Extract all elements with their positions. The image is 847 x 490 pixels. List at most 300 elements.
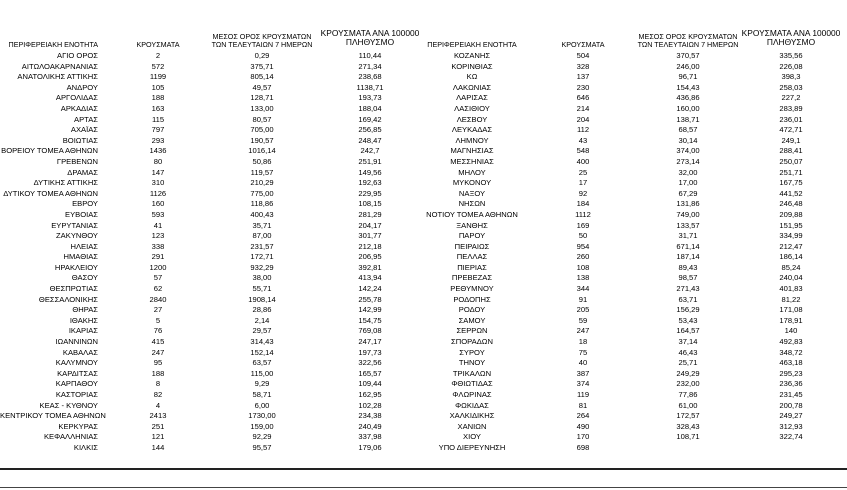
avg-7day-left: 38,00 — [252, 273, 272, 283]
avg-7day-left: 6,00 — [254, 400, 270, 410]
region-name-left: ΚΕΝΤΡΙΚΟΥ ΤΟΜΕΑ ΑΘΗΝΩΝ — [0, 411, 106, 421]
cases-left: 572 — [151, 61, 165, 71]
region-name-right: ΤΡΙΚΑΛΩΝ — [452, 368, 492, 378]
per100k-right: 178,91 — [779, 315, 803, 325]
avg-7day-right: 46,43 — [678, 347, 698, 357]
avg-7day-right: 246,00 — [676, 61, 700, 71]
avg-7day-right: 61,00 — [678, 400, 698, 410]
region-name-left: ΒΟΡΕΙΟΥ ΤΟΜΕΑ ΑΘΗΝΩΝ — [1, 146, 98, 156]
per100k-left: 238,68 — [358, 72, 382, 82]
table-row — [0, 422, 847, 433]
per100k-left: 162,95 — [358, 390, 382, 399]
cases-left: 593 — [151, 209, 165, 219]
per100k-left: 212,18 — [358, 241, 382, 251]
cases-left: 338 — [151, 241, 165, 251]
region-name-right: ΡΟΔΟΥ — [458, 305, 486, 315]
cases-right: 17 — [578, 178, 588, 188]
avg-7day-left: 400,43 — [250, 209, 274, 219]
table-row — [0, 199, 847, 210]
per100k-left: 204,17 — [358, 220, 382, 230]
per100k-left: 234,38 — [358, 411, 382, 421]
cases-right: 214 — [576, 103, 590, 113]
per100k-left: 240,49 — [358, 421, 382, 431]
region-name-right: ΡΕΘΥΜΝΟΥ — [450, 284, 494, 294]
header-cases-right: ΚΡΟΥΣΜΑΤΑ — [561, 40, 605, 49]
region-name-left: ΚΑΡΠΑΘΟΥ — [55, 379, 98, 389]
cases-right: 75 — [578, 347, 588, 357]
per100k-right: 151,95 — [779, 220, 803, 230]
table-row — [0, 326, 847, 337]
table-row — [0, 146, 847, 157]
table-row — [0, 178, 847, 189]
per100k-left: 149,56 — [358, 167, 382, 177]
avg-7day-left: 705,00 — [250, 125, 274, 135]
cases-left: 62 — [153, 284, 163, 294]
per100k-left: 256,85 — [358, 125, 382, 135]
region-name-right: ΣΕΡΡΩΝ — [456, 326, 488, 336]
region-name-left: ΚΕΑΣ - ΚΥΘΝΟΥ — [39, 400, 98, 410]
region-name-left: ΚΑΒΑΛΑΣ — [62, 347, 98, 357]
avg-7day-right: 63,71 — [678, 294, 698, 304]
table-row — [0, 348, 847, 359]
cases-right: 59 — [578, 315, 588, 325]
region-name-left: ΓΡΕΒΕΝΩΝ — [56, 156, 98, 166]
region-name-left: ΔΡΑΜΑΣ — [67, 167, 98, 177]
region-name-left: ΘΗΡΑΣ — [72, 305, 98, 315]
region-name-left: ΑΝΑΤΟΛΙΚΗΣ ΑΤΤΙΚΗΣ — [17, 72, 98, 82]
per100k-left: 229,95 — [358, 188, 382, 198]
per100k-right: 226,08 — [779, 61, 803, 71]
avg-7day-right: 89,43 — [678, 262, 698, 272]
cases-left: 76 — [153, 326, 163, 336]
cases-left: 147 — [151, 167, 165, 177]
table-row — [0, 369, 847, 380]
per100k-right: 200,78 — [779, 400, 803, 410]
table-row — [0, 157, 847, 168]
avg-7day-left: 932,29 — [250, 262, 274, 272]
region-name-right: ΛΕΥΚΑΔΑΣ — [451, 125, 493, 135]
avg-7day-right: 67,29 — [678, 188, 698, 198]
avg-7day-right: 374,00 — [676, 146, 700, 156]
region-name-right: ΠΙΕΡΙΑΣ — [457, 262, 487, 272]
avg-7day-left: 775,00 — [250, 188, 274, 198]
cases-left: 310 — [151, 178, 165, 188]
table-row — [0, 432, 847, 443]
table-row — [0, 115, 847, 126]
region-name-right: ΣΠΟΡΑΔΩΝ — [451, 337, 493, 347]
cases-right: 108 — [576, 262, 590, 272]
region-name-right: ΧΑΝΙΩΝ — [457, 421, 487, 431]
per100k-right: 249,1 — [781, 135, 801, 145]
avg-7day-left: 80,57 — [252, 114, 272, 124]
per100k-right: 167,75 — [779, 178, 803, 188]
cases-right: 204 — [576, 114, 590, 124]
avg-7day-right: 96,71 — [678, 72, 698, 82]
per100k-left: 322,56 — [358, 358, 382, 368]
table-row — [0, 358, 847, 369]
per100k-right: 249,27 — [779, 411, 803, 421]
region-name-right: ΥΠΟ ΔΙΕΡΕΥΝΗΣΗ — [438, 442, 506, 452]
per100k-left: 192,63 — [358, 178, 382, 188]
header-avg-right — [632, 33, 744, 49]
cases-right: 264 — [576, 411, 590, 421]
region-name-right: ΛΑΡΙΣΑΣ — [456, 93, 488, 103]
avg-7day-right: 154,43 — [676, 82, 700, 92]
avg-7day-left: 49,57 — [252, 82, 272, 92]
avg-7day-left: 314,43 — [250, 337, 274, 347]
cases-left: 27 — [153, 305, 163, 315]
table-row — [0, 104, 847, 115]
per100k-left: 193,73 — [358, 93, 382, 103]
per100k-left: 255,78 — [358, 294, 382, 304]
avg-7day-right: 30,14 — [678, 135, 698, 145]
avg-7day-left: 0,29 — [254, 51, 270, 60]
region-name-right: ΞΑΝΘΗΣ — [456, 220, 488, 230]
cases-left: 80 — [153, 156, 163, 166]
cases-left: 41 — [153, 220, 163, 230]
table-row — [0, 62, 847, 73]
avg-7day-right: 271,43 — [676, 284, 700, 294]
avg-7day-left: 375,71 — [250, 61, 274, 71]
header-per100k-right — [734, 29, 847, 47]
cases-right: 137 — [576, 72, 590, 82]
table-row — [0, 316, 847, 327]
per100k-right: 140 — [784, 326, 798, 336]
per100k-right: 209,88 — [779, 209, 803, 219]
avg-7day-right: 108,71 — [676, 432, 700, 442]
avg-7day-left: 152,14 — [250, 347, 274, 357]
table-row — [0, 305, 847, 316]
region-name-right: ΣΥΡΟΥ — [459, 347, 485, 357]
per100k-right: 231,45 — [779, 390, 803, 399]
region-name-right: ΛΕΣΒΟΥ — [456, 114, 488, 124]
avg-7day-left: 231,57 — [250, 241, 274, 251]
cases-left: 82 — [153, 390, 163, 399]
region-name-right: ΠΕΙΡΑΙΩΣ — [454, 241, 490, 251]
cases-left: 188 — [151, 93, 165, 103]
avg-7day-left: 210,29 — [250, 178, 274, 188]
avg-7day-left: 172,71 — [250, 252, 274, 262]
per100k-left: 142,99 — [358, 305, 382, 315]
avg-7day-right: 53,43 — [678, 315, 698, 325]
cases-right: 40 — [578, 358, 588, 368]
per100k-right: 312,93 — [779, 421, 803, 431]
cases-left: 293 — [151, 135, 165, 145]
avg-7day-right: 156,29 — [676, 305, 700, 315]
region-name-left: ΚΑΛΥΜΝΟΥ — [55, 358, 98, 368]
region-name-left: ΕΒΡΟΥ — [72, 199, 98, 209]
per100k-right: 472,71 — [779, 125, 803, 135]
bottom-divider-lower — [0, 487, 847, 488]
cases-left: 1436 — [149, 146, 167, 156]
avg-7day-left: 28,86 — [252, 305, 272, 315]
per100k-left: 110,44 — [358, 51, 382, 60]
header-avg-left-line2: ΤΩΝ ΤΕΛΕΥΤΑΙΩΝ 7 ΗΜΕΡΩΝ — [211, 40, 313, 49]
cases-right: 230 — [576, 82, 590, 92]
table-row — [0, 231, 847, 242]
per100k-right: 81,22 — [781, 294, 801, 304]
avg-7day-left: 115,00 — [250, 368, 274, 378]
per100k-left: 142,24 — [358, 284, 382, 294]
table-body — [0, 51, 847, 454]
per100k-right: 240,04 — [779, 273, 803, 283]
region-name-left: ΑΧΑΪΑΣ — [70, 125, 98, 135]
table-row — [0, 411, 847, 422]
table-row — [0, 210, 847, 221]
region-name-right: ΝΟΤΙΟΥ ΤΟΜΕΑ ΑΘΗΝΩΝ — [426, 209, 518, 219]
cases-left: 797 — [151, 125, 165, 135]
region-name-left: ΗΛΕΙΑΣ — [70, 241, 98, 251]
region-name-left: ΚΕΦΑΛΛΗΝΙΑΣ — [43, 432, 98, 442]
cases-right: 25 — [578, 167, 588, 177]
cases-right: 43 — [578, 135, 588, 145]
region-name-right: ΛΑΚΩΝΙΑΣ — [452, 82, 492, 92]
avg-7day-right: 133,57 — [676, 220, 700, 230]
avg-7day-left: 190,57 — [250, 135, 274, 145]
region-name-right: ΜΗΛΟΥ — [458, 167, 486, 177]
table-row — [0, 168, 847, 179]
region-name-left: ΒΟΙΩΤΙΑΣ — [62, 135, 98, 145]
cases-right: 374 — [576, 379, 590, 389]
region-name-right: ΦΛΩΡΙΝΑΣ — [452, 390, 492, 399]
cases-right: 205 — [576, 305, 590, 315]
per100k-left: 413,94 — [358, 273, 382, 283]
avg-7day-right: 32,00 — [678, 167, 698, 177]
avg-7day-left: 128,71 — [250, 93, 274, 103]
cases-left: 291 — [151, 252, 165, 262]
region-name-right: ΠΑΡΟΥ — [458, 231, 486, 241]
per100k-left: 108,15 — [358, 199, 382, 209]
cases-right: 91 — [578, 294, 588, 304]
region-name-right: ΚΩ — [466, 72, 478, 82]
per100k-right: 212,47 — [779, 241, 803, 251]
per100k-left: 165,57 — [358, 368, 382, 378]
per100k-left: 206,95 — [358, 252, 382, 262]
region-name-left: ΔΥΤΙΚΗΣ ΑΤΤΙΚΗΣ — [33, 178, 98, 188]
avg-7day-right: 164,57 — [676, 326, 700, 336]
per100k-right: 171,08 — [779, 305, 803, 315]
cases-left: 8 — [155, 379, 161, 389]
avg-7day-right: 160,00 — [676, 103, 700, 113]
avg-7day-right: 25,71 — [678, 358, 698, 368]
avg-7day-right: 77,86 — [678, 390, 698, 399]
region-name-left: ΑΙΤΩΛΟΑΚΑΡΝΑΝΙΑΣ — [21, 61, 98, 71]
table-row — [0, 379, 847, 390]
avg-7day-left: 159,00 — [250, 421, 274, 431]
region-name-left: ΑΝΔΡΟΥ — [66, 82, 98, 92]
cases-left: 123 — [151, 231, 165, 241]
header-per100k-left-line2: ΠΛΗΘΥΣΜΟ — [345, 37, 395, 47]
cases-right: 387 — [576, 368, 590, 378]
per100k-right: 441,52 — [779, 188, 803, 198]
avg-7day-left: 50,86 — [252, 156, 272, 166]
cases-right: 328 — [576, 61, 590, 71]
avg-7day-right: 68,57 — [678, 125, 698, 135]
avg-7day-right: 31,71 — [678, 231, 698, 241]
per100k-left: 271,34 — [358, 61, 382, 71]
avg-7day-right: 249,29 — [676, 368, 700, 378]
region-name-left: ΗΜΑΘΙΑΣ — [63, 252, 98, 262]
cases-right: 504 — [576, 51, 590, 60]
header-cases-left: ΚΡΟΥΣΜΑΤΑ — [136, 40, 180, 49]
per100k-left: 179,06 — [358, 442, 382, 452]
cases-right: 400 — [576, 156, 590, 166]
cases-right: 50 — [578, 231, 588, 241]
per100k-right: 250,07 — [779, 156, 803, 166]
cases-left: 5 — [155, 315, 161, 325]
per100k-right: 246,48 — [779, 199, 803, 209]
cases-left: 1126 — [149, 188, 167, 198]
cases-right: 247 — [576, 326, 590, 336]
per100k-left: 242,7 — [360, 146, 380, 156]
cases-right: 81 — [578, 400, 588, 410]
avg-7day-left: 95,57 — [252, 442, 272, 452]
table-row — [0, 390, 847, 401]
cases-left: 4 — [155, 400, 161, 410]
region-name-right: ΧΑΛΚΙΔΙΚΗΣ — [449, 411, 495, 421]
region-name-left: ΔΥΤΙΚΟΥ ΤΟΜΕΑ ΑΘΗΝΩΝ — [3, 188, 98, 198]
cases-right: 138 — [576, 273, 590, 283]
avg-7day-right: 232,00 — [676, 379, 700, 389]
avg-7day-right: 749,00 — [676, 209, 700, 219]
avg-7day-left: 1730,00 — [248, 411, 276, 421]
header-region-right: ΠΕΡΙΦΕΡΕΙΑΚΗ ΕΝΟΤΗΤΑ — [427, 40, 517, 49]
table-row — [0, 242, 847, 253]
region-name-left: ΚΙΛΚΙΣ — [73, 442, 98, 452]
table-row — [0, 295, 847, 306]
table-row — [0, 93, 847, 104]
per100k-right: 283,89 — [779, 103, 803, 113]
region-name-left: ΑΡΚΑΔΙΑΣ — [60, 103, 98, 113]
region-name-left: ΙΩΑΝΝΙΝΩΝ — [55, 337, 98, 347]
region-name-left: ΚΕΡΚΥΡΑΣ — [58, 421, 98, 431]
per100k-left: 188,04 — [358, 103, 382, 113]
region-name-left: ΚΑΣΤΟΡΙΑΣ — [55, 390, 98, 399]
per100k-right: 251,71 — [779, 167, 803, 177]
per100k-right: 322,74 — [779, 432, 803, 442]
cases-left: 105 — [151, 82, 165, 92]
cases-right: 698 — [576, 442, 590, 452]
region-name-right: ΠΕΛΛΑΣ — [456, 252, 488, 262]
avg-7day-left: 1016,14 — [248, 146, 276, 156]
cases-right: 344 — [576, 284, 590, 294]
table-row — [0, 221, 847, 232]
table-row — [0, 273, 847, 284]
table-row — [0, 443, 847, 454]
region-name-left: ΘΕΣΠΡΩΤΙΑΣ — [49, 284, 98, 294]
table-row — [0, 189, 847, 200]
per100k-right: 236,36 — [779, 379, 803, 389]
table-row — [0, 252, 847, 263]
table-row — [0, 284, 847, 295]
region-name-right: ΣΑΜΟΥ — [458, 315, 486, 325]
per100k-left: 197,73 — [358, 347, 382, 357]
avg-7day-left: 35,71 — [252, 220, 272, 230]
region-name-left: ΑΡΓΟΛΙΔΑΣ — [55, 93, 98, 103]
header-avg-left-line1: ΜΕΣΟΣ ΟΡΟΣ ΚΡΟΥΣΜΑΤΩΝ — [212, 32, 312, 41]
per100k-left: 154,75 — [358, 315, 382, 325]
cases-left: 144 — [151, 442, 165, 452]
table-row — [0, 263, 847, 274]
cases-left: 247 — [151, 347, 165, 357]
header-avg-left — [206, 33, 318, 49]
region-name-right: ΧΙΟΥ — [463, 432, 481, 442]
region-name-left: ΙΚΑΡΙΑΣ — [68, 326, 98, 336]
per100k-right: 85,24 — [781, 262, 801, 272]
cases-left: 160 — [151, 199, 165, 209]
region-name-right: ΠΡΕΒΕΖΑΣ — [451, 273, 493, 283]
region-name-right: ΡΟΔΟΠΗΣ — [453, 294, 491, 304]
cases-left: 2 — [155, 51, 161, 60]
region-name-left: ΘΕΣΣΑΛΟΝΙΚΗΣ — [38, 294, 98, 304]
region-name-right: ΚΟΖΑΝΗΣ — [453, 51, 491, 60]
avg-7day-right: 328,43 — [676, 421, 700, 431]
cases-left: 121 — [151, 432, 165, 442]
region-name-right: ΜΥΚΟΝΟΥ — [452, 178, 492, 188]
region-name-right: ΚΟΡΙΝΘΙΑΣ — [451, 61, 493, 71]
avg-7day-left: 805,14 — [250, 72, 274, 82]
per100k-left: 109,44 — [358, 379, 382, 389]
per100k-left: 247,17 — [358, 337, 382, 347]
table-row — [0, 136, 847, 147]
per100k-right: 335,56 — [779, 51, 803, 60]
per100k-right: 236,01 — [779, 114, 803, 124]
region-name-left: ΚΑΡΔΙΤΣΑΣ — [57, 368, 98, 378]
cases-left: 188 — [151, 368, 165, 378]
avg-7day-right: 187,14 — [676, 252, 700, 262]
table-row — [0, 51, 847, 62]
per100k-left: 248,47 — [358, 135, 382, 145]
per100k-right: 401,83 — [779, 284, 803, 294]
bottom-divider-upper — [0, 468, 847, 470]
header-per100k-left-line1: ΚΡΟΥΣΜΑΤΑ ΑΝΑ 100000 — [320, 28, 420, 38]
region-name-right: ΝΗΣΩΝ — [458, 199, 486, 209]
per100k-right: 334,99 — [779, 231, 803, 241]
cases-right: 18 — [578, 337, 588, 347]
table-row — [0, 125, 847, 136]
region-name-right: ΛΑΣΙΘΙΟΥ — [454, 103, 490, 113]
avg-7day-right: 172,57 — [676, 411, 700, 421]
per100k-left: 281,29 — [358, 209, 382, 219]
region-name-left: ΙΘΑΚΗΣ — [69, 315, 98, 325]
cases-right: 260 — [576, 252, 590, 262]
per100k-left: 301,77 — [358, 231, 382, 241]
per100k-left: 251,91 — [358, 156, 382, 166]
table-row — [0, 72, 847, 83]
per100k-left: 392,81 — [358, 262, 382, 272]
avg-7day-left: 58,71 — [252, 390, 272, 399]
per100k-right: 398,3 — [781, 72, 801, 82]
cases-left: 163 — [151, 103, 165, 113]
per100k-right: 492,83 — [779, 337, 803, 347]
avg-7day-left: 119,57 — [250, 167, 274, 177]
cases-right: 119 — [576, 390, 590, 399]
avg-7day-left: 29,57 — [252, 326, 272, 336]
avg-7day-left: 2,14 — [254, 315, 270, 325]
avg-7day-right: 98,57 — [678, 273, 698, 283]
region-name-right: ΝΑΞΟΥ — [458, 188, 486, 198]
per100k-left: 769,08 — [358, 326, 382, 336]
avg-7day-left: 63,57 — [252, 358, 272, 368]
cases-right: 1112 — [575, 209, 591, 219]
per100k-right: 258,03 — [779, 82, 803, 92]
cases-left: 1199 — [149, 72, 167, 82]
region-name-right: ΜΑΓΝΗΣΙΑΣ — [450, 146, 494, 156]
per100k-left: 102,28 — [358, 400, 382, 410]
avg-7day-right: 131,86 — [676, 199, 700, 209]
cases-left: 1200 — [149, 262, 167, 272]
per100k-left: 337,98 — [358, 432, 382, 442]
